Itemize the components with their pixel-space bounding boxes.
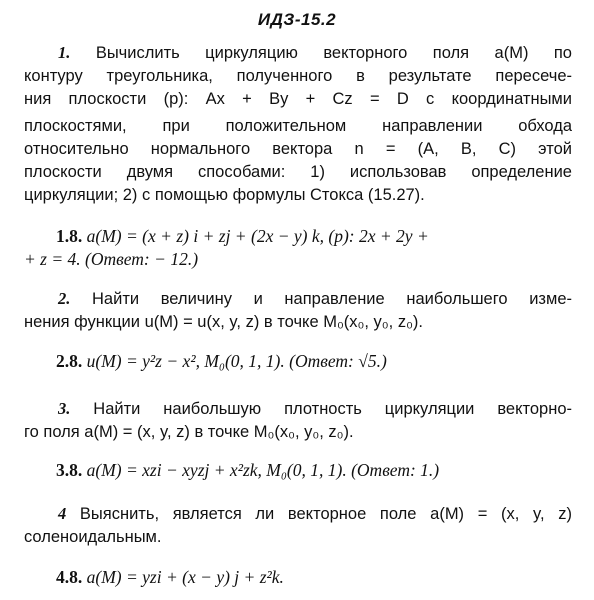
task4-line1-text: Выяснить, является ли векторное поле a(M) = (x, y, z)	[79, 505, 572, 523]
variant1-line1	[24, 225, 572, 247]
variant3-line1-text: a(M) = xzi − xyzj + x²zk, M₀(0, 1, 1). (Ответ: 1.)	[86, 460, 440, 480]
variant1-line1-text: a(M) = (x + z) i + zj + (2x − y) k, (p): 2x + 2y +	[86, 226, 429, 246]
variant1-line2: + z = 4. (Ответ: − 12.)	[24, 249, 199, 269]
variant2-line1-text: u(M) = y²z − x², M₀(0, 1, 1). (Ответ: √5.)	[86, 351, 387, 371]
document-title: ИДЗ-15.2	[257, 10, 337, 29]
task1-line3: ния плоскости (p): Ax + By + Cz = D с координатными	[24, 90, 572, 108]
task4-number: 4	[58, 504, 67, 523]
task4-line2: соленоидальным.	[24, 528, 162, 546]
task1-number: 1.	[58, 43, 71, 62]
task2-number: 2.	[58, 289, 71, 308]
task1-line5: относительно нормального вектора n = (A, B, C) этой	[24, 140, 572, 158]
task1-line6: плоскости двумя способами: 1) использовав определение	[24, 163, 572, 181]
variant2-number: 2.8.	[56, 351, 83, 371]
task2-line1	[24, 288, 572, 310]
variant4-line1	[24, 566, 572, 588]
task1-line2: контуру треугольника, полученного в результате пересече-	[24, 67, 572, 85]
task1-line1	[24, 42, 572, 64]
variant3-line1	[24, 459, 572, 481]
task3-line1-text: Найти наибольшую плотность циркуляции векторно-	[93, 400, 572, 418]
task1-line7: циркуляции; 2) с помощью формулы Стокса (15.27).	[24, 186, 425, 204]
task4-line1	[24, 503, 572, 525]
variant3-number: 3.8.	[56, 460, 83, 480]
task1-line1-text: Вычислить циркуляцию векторного поля a(M) по	[95, 44, 572, 62]
task3-line1	[24, 398, 572, 420]
task1-line4: плоскостями, при положительном направлении обхода	[24, 117, 572, 135]
variant4-line1-text: a(M) = yzi + (x − y) j + z²k.	[86, 567, 284, 587]
variant1-number: 1.8.	[56, 226, 83, 246]
task3-line2: го поля a(M) = (x, y, z) в точке M₀(x₀, y₀, z₀).	[24, 423, 354, 441]
variant4-number: 4.8.	[56, 567, 83, 587]
variant2-line1	[24, 350, 572, 372]
task2-line1-text: Найти величину и направление наибольшего изме-	[92, 290, 572, 308]
task3-number: 3.	[58, 399, 71, 418]
task2-line2: нения функции u(M) = u(x, y, z) в точке M₀(x₀, y₀, z₀).	[24, 313, 423, 331]
